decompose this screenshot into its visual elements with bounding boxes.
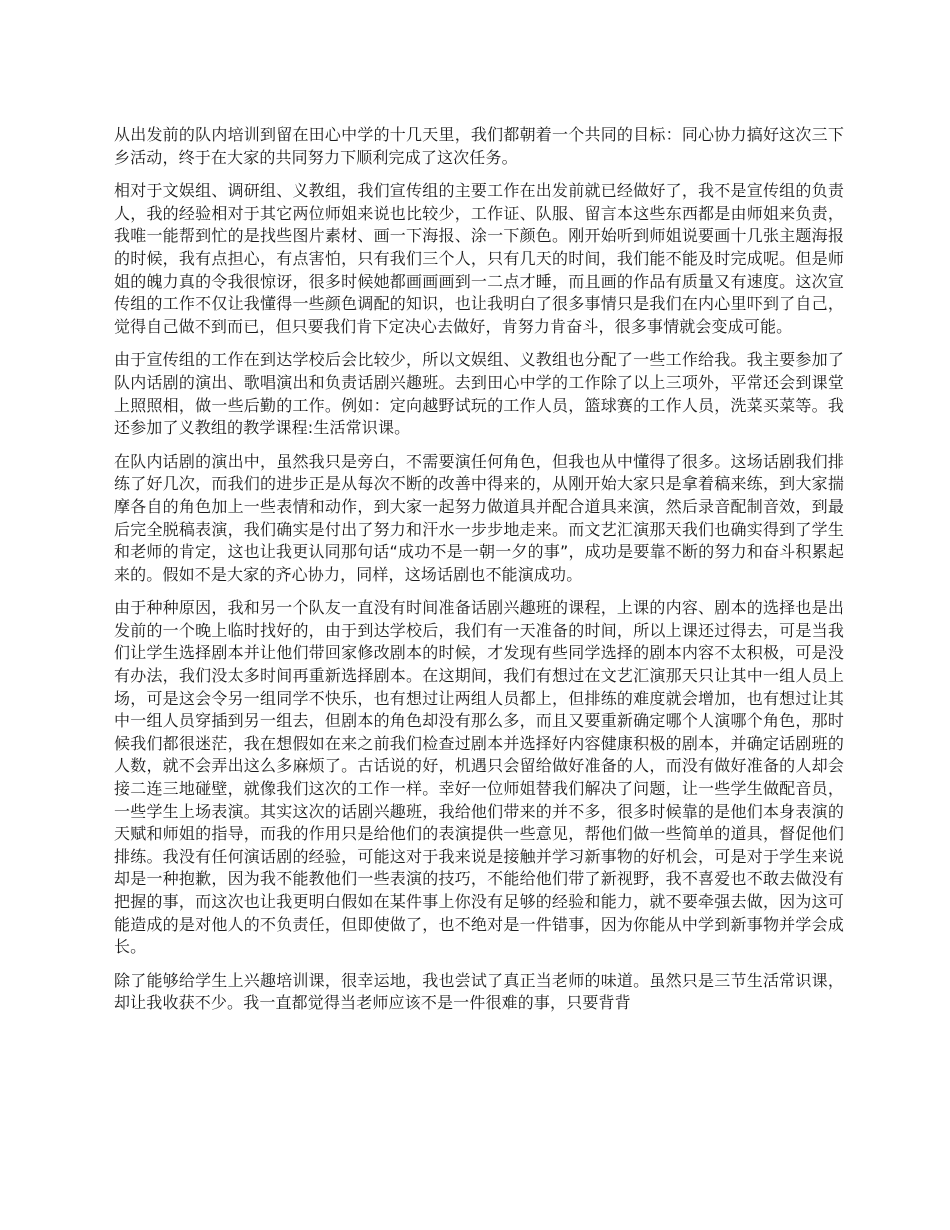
document-body [114,124,844,1026]
paragraph-3: 由于宣传组的工作在到达学校后会比较少，所以文娱组、义教组也分配了一些工作给我。我主要参加了队内话剧的演出、歌唱演出和负责话剧兴趣班。去到田心中学的工作除了以上三项外，平常还会到课堂上照照相，做一些后勤的工作。例如：定向越野试玩的工作人员，篮球赛的工作人员，洗菜买菜等。我还参加了义教组的教学课程:生活常识课。 [114,350,844,438]
paragraph-5: 由于种种原因，我和另一个队友一直没有时间准备话剧兴趣班的课程，上课的内容、剧本的选择也是出发前的一个晚上临时找好的，由于到达学校后，我们有一天准备的时间，所以上课还过得去，可是当我们让学生选择剧本并让他们带回家修改剧本的时候，才发现有些同学选择的剧本内容不太积极，可是没有办法，我们没太多时间再重新选择剧本。在这期间，我们有想过在文艺汇演那天只让其中一组人员上场，可是这会令另一组同学不快乐，也有想过让两组人员都上，但排练的难度就会增加，也有想过让其中一组人员穿插到另一组去，但剧本的角色却没有那么多，而且又要重新确定哪个人演哪个角色，那时候我们都很迷茫，我在想假如在来之前我们检查过剧本并选择好内容健康积极的剧本，并确定话剧班的人数，就不会弄出这么多麻烦了。古话说的好，机遇只会留给做好准备的人，而没有做好准备的人却会接二连三地碰壁，就像我们这次的工作一样。幸好一位师姐替我们解决了问题，让一些学生做配音员，一些学生上场表演。其实这次的话剧兴趣班，我给他们带来的并不多，很多时候靠的是他们本身表演的天赋和师姐的指导，而我的作用只是给他们的表演提供一些意见，帮他们做一些简单的道具，督促他们排练。我没有任何演话剧的经验，可能这对于我来说是接触并学习新事物的好机会，可是对于学生来说却是一种抱歉，因为我不能教他们一些表演的技巧，不能给他们带了新视野，我不喜爱也不敢去做没有把握的事，而这次也让我更明白假如在某件事上你没有足够的经验和能力，就不要牵强去做，因为这可能造成的是对他人的不负责任，但即使做了，也不绝对是一件错事，因为你能从中学到新事物并学会成长。 [114,598,844,957]
paragraph-4: 在队内话剧的演出中，虽然我只是旁白，不需要演任何角色，但我也从中懂得了很多。这场话剧我们排练了好几次，而我们的进步正是从每次不断的改善中得来的，从刚开始大家只是拿着稿来练，到大家揣摩各自的角色加上一些表情和动作，到大家一起努力做道具并配合道具来演，然后录音配制音效，到最后完全脱稿表演，我们确实是付出了努力和汗水一步步地走来。而文艺汇演那天我们也确实得到了学生和老师的肯定，这也让我更认同那句话“成功不是一朝一夕的事”，成功是要靠不断的努力和奋斗积累起来的。假如不是大家的齐心协力，同样，这场话剧也不能演成功。 [114,451,844,584]
paragraph-1: 从出发前的队内培训到留在田心中学的十几天里，我们都朝着一个共同的目标：同心协力搞好这次三下乡活动，终于在大家的共同努力下顺利完成了这次任务。 [114,125,844,167]
paragraph-2: 相对于文娱组、调研组、义教组，我们宣传组的主要工作在出发前就已经做好了，我不是宣传组的负责人，我的经验相对于其它两位师姐来说也比较少，工作证、队服、留言本这些东西都是由师姐来负责，我唯一能帮到忙的是找些图片素材、画一下海报、涂一下颜色。刚开始听到师姐说要画十几张主题海报的时候，我有点担心，有点害怕，只有我们三个人，只有几天的时间，我们能不能及时完成呢。但是师姐的魄力真的令我很惊讶，很多时候她都画画画到一二点才睡，而且画的作品有质量又有速度。这次宣传组的工作不仅让我懂得一些颜色调配的知识，也让我明白了很多事情只是我们在内心里吓到了自己，觉得自己做不到而已，但只要我们肯下定决心去做好，肯努力肯奋斗，很多事情就会变成可能。 [114,181,844,336]
paragraph-6: 除了能够给学生上兴趣培训课，很幸运地，我也尝试了真正当老师的味道。虽然只是三节生活常识课，却让我收获不少。我一直都觉得当老师应该不是一件很难的事，只要背背 [114,970,844,1013]
